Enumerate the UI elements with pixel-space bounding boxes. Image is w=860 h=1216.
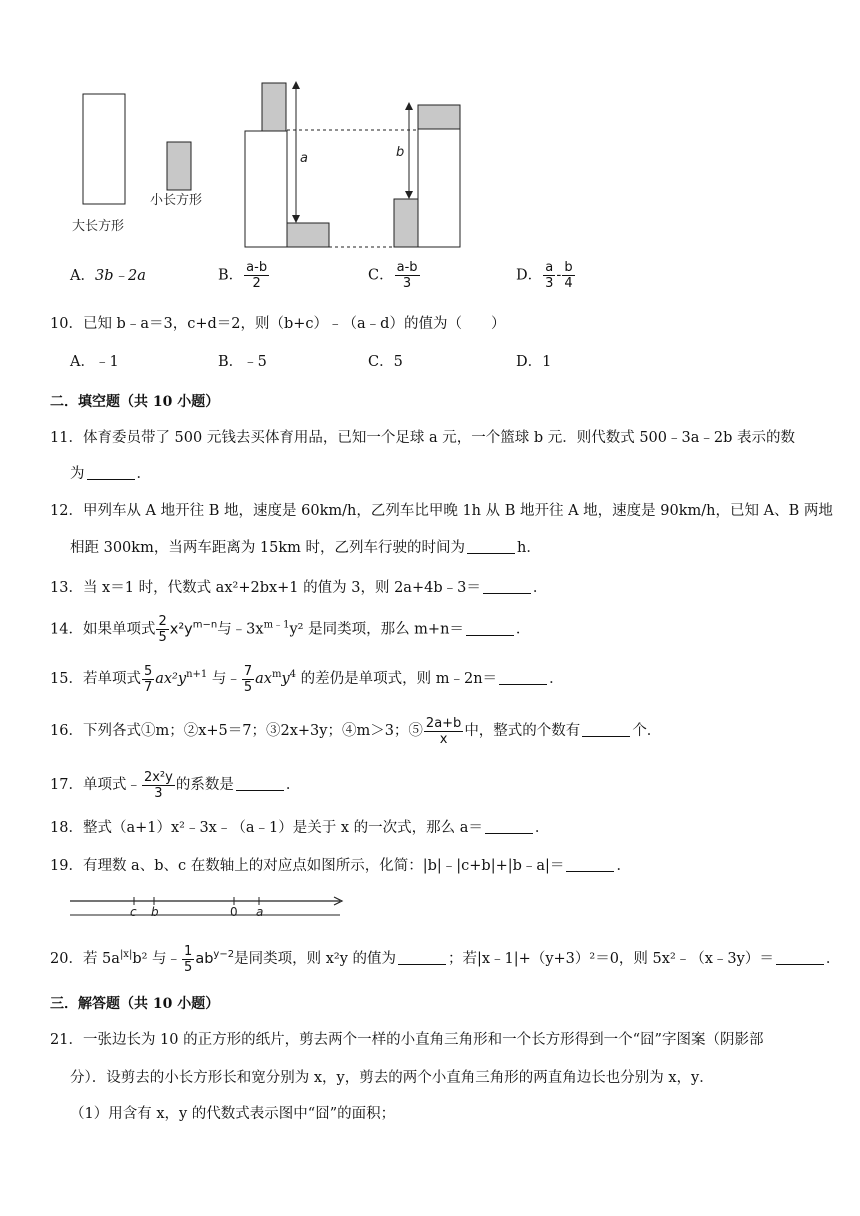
answer-blank[interactable]: [236, 776, 284, 791]
question-16: 16．下列各式①m；②x+5＝7；③2x+3y；④m＞3；⑤ $\frac{2a+b}{x}$ 中，整式的个数有 个．: [50, 715, 662, 747]
question-20: 20．若 $5a^{|x|}b^2$ 与﹣ $\frac{1}{5}$ $ab^{y-2}$是同类项，则 x²y 的值为 ；若|x﹣1|+（y+3）²＝0，则 5x²﹣（x﹣3y）＝ ．: [50, 943, 841, 975]
small-rectangle-label: 小长方形: [150, 193, 203, 208]
number-line: [68, 894, 348, 922]
q9-option-a: A．3b﹣2a: [70, 268, 146, 284]
q10-option-b: B．﹣5: [218, 354, 267, 370]
figure-rectangles: [70, 78, 550, 258]
big-rectangle-label: 大长方形: [72, 219, 125, 234]
q9-option-c: C． $\frac{a-b}{3}$: [368, 260, 418, 291]
axis-label-a: a: [256, 905, 264, 919]
answer-blank[interactable]: [776, 950, 824, 965]
question-19: 19．有理数 a、b、c 在数轴上的对应点如图所示，化简：|b|﹣|c+b|+|b﹣a|＝ ．: [50, 858, 631, 874]
answer-blank[interactable]: [483, 579, 531, 594]
answer-blank[interactable]: [499, 670, 547, 685]
question-15: 15．若单项式 $\frac{5}{7}$ $ax^2y^{n+1}$ 与﹣ $\frac{7}{5}$ $ax^my^4$ 的差仍是单项式，则 m﹣2n＝ ．: [50, 663, 564, 695]
question-10: 10．已知 b﹣a＝3，c+d＝2，则（b+c）﹣（a﹣d）的值为（ ）: [50, 316, 506, 332]
answer-blank[interactable]: [467, 539, 515, 554]
axis-label-0: 0: [230, 905, 238, 919]
label-b: b: [396, 145, 405, 160]
q10-option-d: D．1: [516, 354, 552, 370]
question-18: 18．整式（a+1）x²﹣3x﹣（a﹣1）是关于 x 的一次式，那么 a＝ ．: [50, 820, 550, 836]
axis-label-c: c: [130, 905, 137, 919]
big-rectangle: [83, 94, 125, 204]
answer-blank[interactable]: [485, 819, 533, 834]
q10-option-a: A．﹣1: [70, 354, 119, 370]
q9-option-d: D． $\frac{a}{3}$ - $\frac{b}{4}$: [516, 260, 573, 291]
question-17: 17．单项式﹣ $\frac{\text{2x²y}}{3}$ 的系数是 ．: [50, 769, 301, 801]
question-12-line1: 12．甲列车从 A 地开往 B 地，速度是 60km/h，乙列车比甲晚 1h 从 B 地开往 A 地，速度是 90km/h，已知 A、B 两地: [50, 503, 833, 519]
answer-blank[interactable]: [582, 722, 630, 737]
section-heading-fill-in: 二．填空题（共 10 小题）: [50, 394, 220, 410]
section-heading-solutions: 三．解答题（共 10 小题）: [50, 996, 220, 1012]
answer-blank[interactable]: [566, 857, 614, 872]
label-a: a: [300, 151, 308, 166]
question-21-part1: （1）用含有 x，y 的代数式表示图中“囧”的面积；: [70, 1106, 396, 1122]
axis-label-b: b: [151, 905, 159, 919]
question-11-line2: 为 ．: [70, 466, 151, 482]
question-12-line2: 相距 300km，当两车距离为 15km 时，乙列车行驶的时间为 h．: [70, 540, 541, 556]
question-21-line2: 分）．设剪去的小长方形长和宽分别为 x，y，剪去的两个小直角三角形的两直角边长也分别为 x，y．: [70, 1070, 714, 1086]
question-11-line1: 11．体育委员带了 500 元钱去买体育用品，已知一个足球 a 元，一个篮球 b 元．则代数式 500﹣3a﹣2b 表示的数: [50, 430, 795, 446]
answer-blank[interactable]: [398, 950, 446, 965]
question-21-line1: 21．一张边长为 10 的正方形的纸片，剪去两个一样的小直角三角形和一个长方形得到一个“囧”字图案（阴影部: [50, 1032, 764, 1048]
question-13: 13．当 x＝1 时，代数式 ax²+2bx+1 的值为 3，则 2a+4b﹣3＝ ．: [50, 580, 548, 596]
q10-option-c: C．5: [368, 354, 403, 370]
small-rectangle: [167, 142, 191, 190]
question-14: 14．如果单项式 $\frac{2}{5}$ $x^2y^{m-n}$与$﹣3x^{m﹣1}y^2$ 是同类项，那么 m+n＝ ．: [50, 614, 531, 645]
answer-blank[interactable]: [87, 465, 135, 480]
answer-blank[interactable]: [466, 621, 514, 636]
q9-option-b: B． $\frac{a-b}{2}$: [218, 260, 268, 291]
